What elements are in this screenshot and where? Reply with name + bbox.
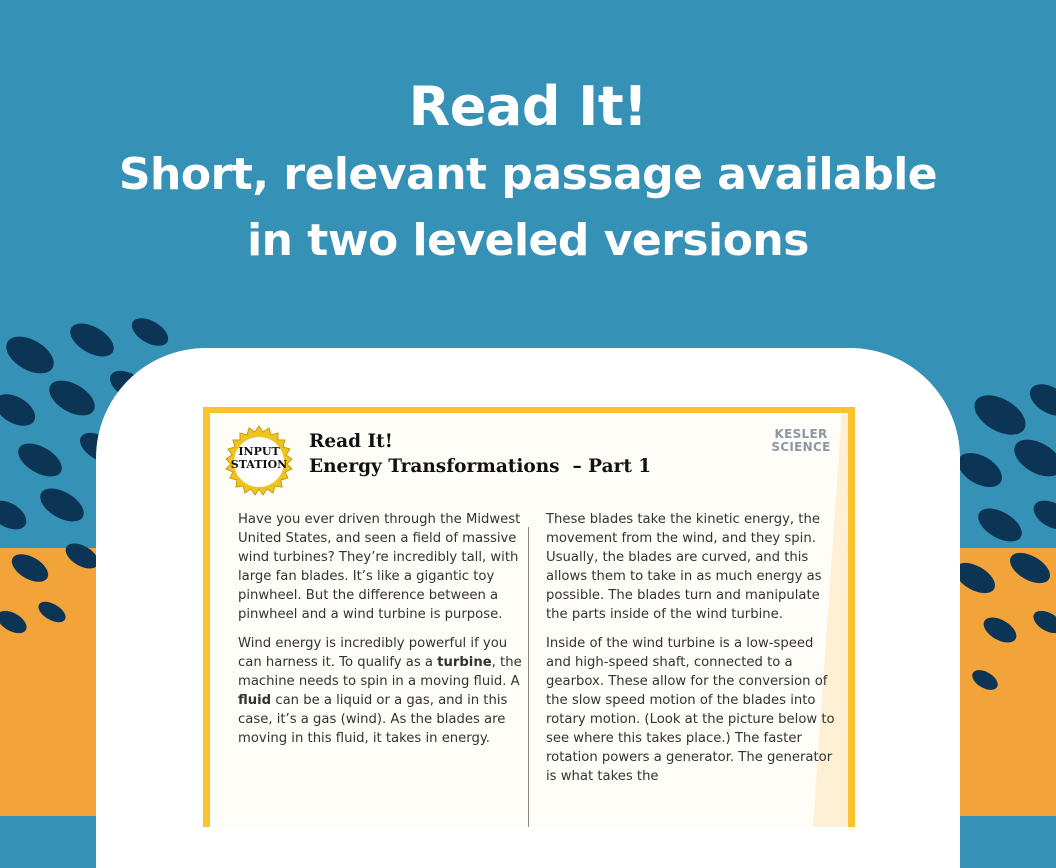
kesler-science-logo xyxy=(768,428,834,454)
headline xyxy=(0,72,1056,274)
right-column xyxy=(546,510,836,796)
headline-title: Read It! xyxy=(408,75,648,138)
headline-subtitle-line-1: Short, relevant passage available xyxy=(118,149,938,200)
paragraph-text: can be a liquid or a gas, and in this case, it’s a gas (wind). As the blades are moving in this fluid, it takes in energy. xyxy=(238,693,508,746)
column-divider xyxy=(528,527,529,827)
logo-line-2: SCIENCE xyxy=(771,440,831,454)
worksheet-page xyxy=(210,413,848,827)
worksheet-title-block xyxy=(309,429,651,479)
paragraph-text: Wind energy is incredibly powerful if you can harness it. To qualify as a xyxy=(238,636,508,670)
input-station-badge xyxy=(222,445,296,471)
logo-line-1: KESLER xyxy=(774,427,828,441)
term-fluid: fluid xyxy=(238,693,272,708)
worksheet-subtitle: Energy Transformations – Part 1 xyxy=(309,456,652,477)
paragraph-text: , the machine needs to spin in a moving fluid. A xyxy=(238,655,522,689)
left-paragraph-2 xyxy=(238,634,528,748)
headline-subtitle-line-2: in two leveled versions xyxy=(247,215,809,266)
badge-line-1: INPUT xyxy=(238,445,280,458)
badge-line-2: STATION xyxy=(230,458,288,471)
worksheet-title: Read It! xyxy=(309,431,393,452)
right-paragraph-1: These blades take the kinetic energy, the movement from the wind, and they spin. Usually, the blades are curved, and this allows them to take in as much energy as possible. The blades turn and manipulate the parts inside of the wind turbine. xyxy=(546,512,822,622)
term-turbine: turbine xyxy=(437,655,492,670)
worksheet-preview xyxy=(203,407,855,827)
right-paragraph-2: Inside of the wind turbine is a low-speed and high-speed shaft, connected to a gearbox. These allow for the conversion of the slow speed motion of the blades into rotary motion. (Look at the picture below to see where this takes place.) The faster rotation powers a generator. The generator is what takes the xyxy=(546,636,835,784)
left-paragraph-1: Have you ever driven through the Midwest United States, and seen a field of massive wind turbines? They’re incredibly tall, with large fan blades. It’s like a gigantic toy pinwheel. But the difference between a pinwheel and a wind turbine is purpose. xyxy=(238,512,521,622)
left-column xyxy=(238,510,528,758)
